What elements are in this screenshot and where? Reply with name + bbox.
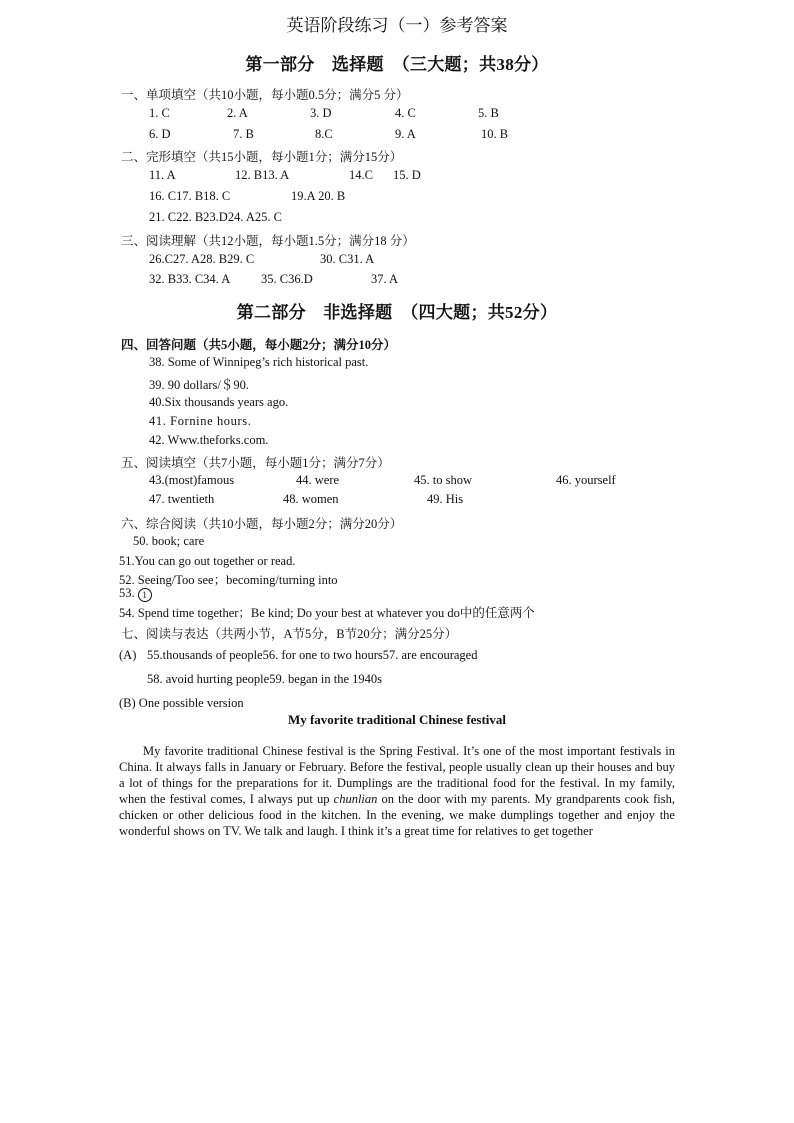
- answer-10: 10. B: [481, 127, 509, 141]
- answer-35-36: 35. C36.D: [261, 272, 313, 286]
- section3-header: 三、阅读理解（共12小题，每小题1.5分；满分18 分）: [121, 234, 415, 248]
- essay-italic-word: chunlian: [333, 792, 378, 807]
- answer-49: 49. His: [427, 492, 464, 506]
- essay-title: My favorite traditional Chinese festival: [287, 712, 507, 727]
- answer-19-20: 19.A 20. B: [291, 189, 346, 203]
- answer-15: 15. D: [393, 168, 421, 182]
- answer-12-13: 12. B13. A: [235, 168, 290, 182]
- answer-32-34: 32. B33. C34. A: [149, 272, 231, 286]
- answer-46: 46. yourself: [556, 473, 616, 487]
- answer-38: 38. Some of Winnipeg’s rich historical past.: [149, 355, 369, 369]
- answer-16-18: 16. C17. B18. C: [149, 189, 231, 203]
- answer-53: [119, 586, 152, 602]
- section5-header: 五、阅读填空（共7小题，每小题1分；满分7分）: [121, 456, 390, 470]
- answer-3: 3. D: [310, 106, 332, 120]
- answer-21-25: 21. C22. B23.D24. A25. C: [149, 210, 283, 224]
- section7-a-label: (A): [119, 648, 137, 662]
- answer-54: 54. Spend time together；Be kind; Do your best at whatever you do中的任意两个: [119, 606, 535, 620]
- answer-2: 2. A: [227, 106, 248, 120]
- essay-body: [119, 743, 675, 840]
- answer-6: 6. D: [149, 127, 171, 141]
- answer-52: 52. Seeing/Too see；becoming/turning into: [119, 573, 338, 587]
- section4-header: 四、回答问题（共5小题，每小题2分；满分10分）: [121, 338, 397, 352]
- essay-text-part2: on the door with my parents. My grandparents cook fish, chicken or other delicious food in the kitchen. In the evening, we make dumplings together and enjoy the wonderful shows on TV. We talk and laugh. I think it’s a great time for relatives to get together: [119, 792, 675, 839]
- section7-b-label: (B) One possible version: [119, 696, 244, 710]
- answer-4: 4. C: [395, 106, 416, 120]
- answer-42: 42. Www.theforks.com.: [149, 433, 269, 447]
- answer-26-29: 26.C27. A28. B29. C: [149, 252, 255, 266]
- circled-number-mark: 1: [138, 588, 152, 602]
- answer-9: 9. A: [395, 127, 416, 141]
- section7-header: 七、阅读与表达（共两小节，A节5分，B节20分；满分25分）: [121, 627, 458, 641]
- answer-58-59: 58. avoid hurting people59. began in the 1940s: [147, 672, 383, 686]
- section6-header: 六、综合阅读（共10小题，每小题2分；满分20分）: [121, 517, 403, 531]
- answer-48: 48. women: [283, 492, 339, 506]
- answer-7: 7. B: [233, 127, 254, 141]
- answer-5: 5. B: [478, 106, 499, 120]
- essay-text-part1: My favorite traditional Chinese festival is the Spring Festival. It’s one of the most important festivals in China. It always falls in January or February. Before the festival, people usually clean up their houses and buy a lot of things for the preparations for it. Dumplings are the traditional food for the festival. In my family, when the festival comes, I always put up: [119, 744, 675, 807]
- section1-header: 一、单项填空（共10小题，每小题0.5分；满分5 分）: [121, 88, 409, 102]
- page-title: 英语阶段练习（一）参考答案: [286, 16, 508, 35]
- answer-40: 40.Six thousands years ago.: [149, 395, 289, 409]
- answer-43: 43.(most)famous: [149, 473, 235, 487]
- part2-header: 第二部分 非选择题 （四大题；共52分）: [236, 303, 558, 322]
- answer-39: 39. 90 dollars/＄90.: [149, 378, 249, 392]
- part1-header: 第一部分 选择题 （三大题；共38分）: [245, 55, 549, 74]
- answer-41: 41. Fornine hours.: [149, 414, 252, 428]
- answer-37: 37. A: [371, 272, 399, 286]
- answer-30-31: 30. C31. A: [320, 252, 375, 266]
- answer-45: 45. to show: [414, 473, 472, 487]
- section2-header: 二、完形填空（共15小题，每小题1分；满分15分）: [121, 150, 403, 164]
- answer-51: 51.You can go out together or read.: [119, 554, 296, 568]
- answer-53-label: 53.: [119, 586, 135, 600]
- answer-50: 50. book; care: [133, 534, 205, 548]
- answer-44: 44. were: [296, 473, 340, 487]
- answer-14: 14.C: [349, 168, 373, 182]
- answer-8: 8.C: [315, 127, 333, 141]
- answer-47: 47. twentieth: [149, 492, 215, 506]
- answer-55-57: 55.thousands of people56. for one to two hours57. are encouraged: [147, 648, 478, 662]
- answer-1: 1. C: [149, 106, 170, 120]
- answer-11: 11. A: [149, 168, 176, 182]
